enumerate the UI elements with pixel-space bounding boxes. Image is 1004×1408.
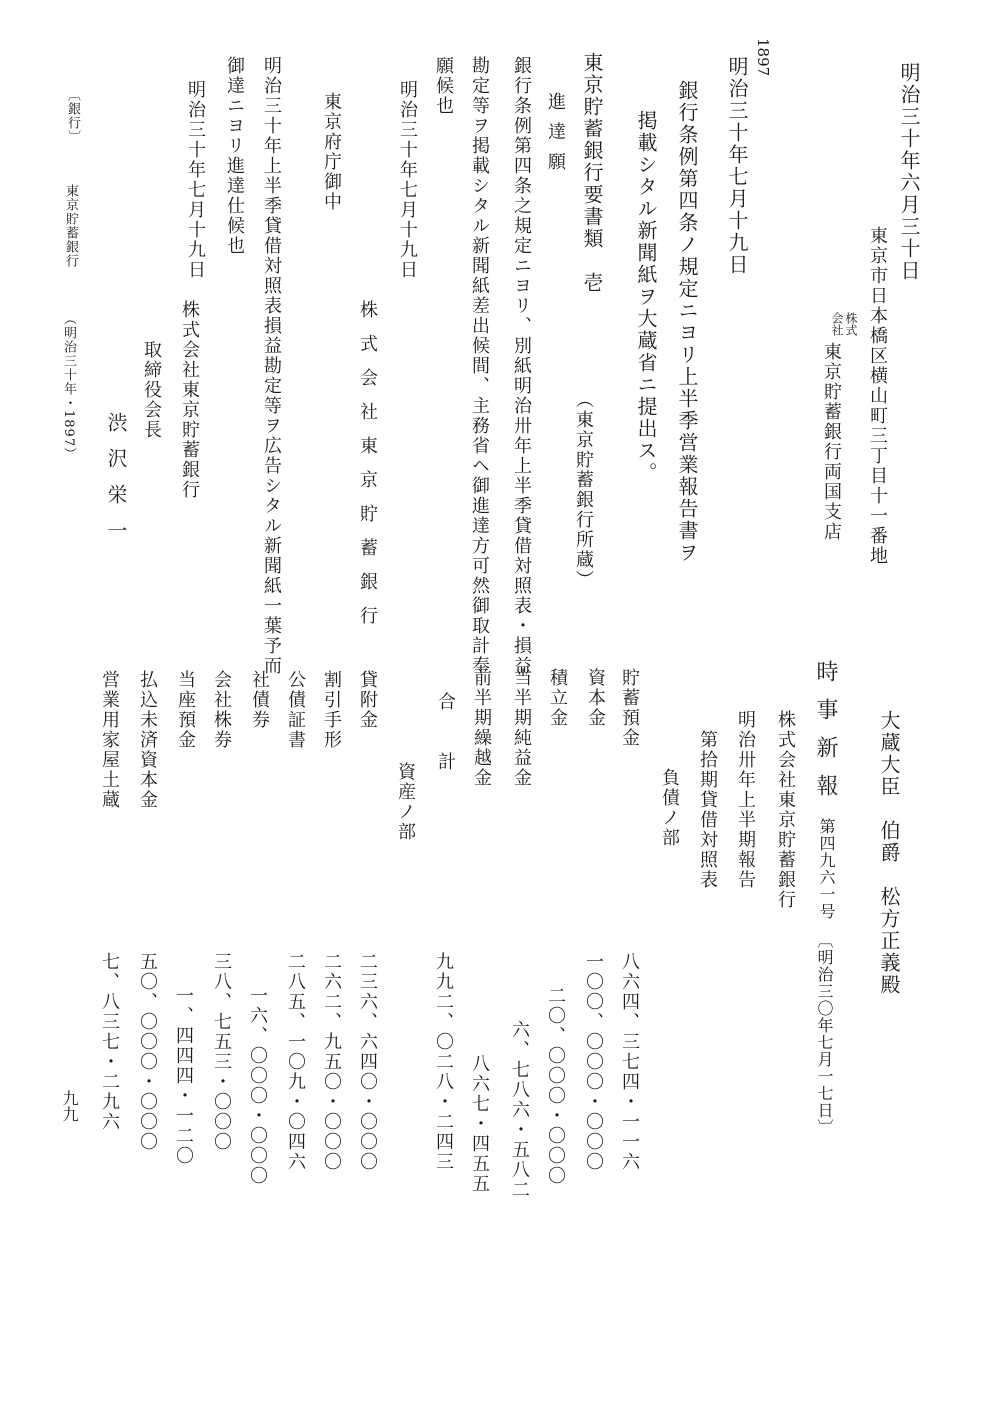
liabilities-heading: 負債ノ部 xyxy=(659,768,680,848)
newspaper-name: 時事新報 xyxy=(813,660,838,812)
liability-value: 六、七八六・五八二 xyxy=(509,1020,530,1200)
petition-recipient: 東京府庁御中 xyxy=(321,92,342,212)
footer-date: （明治三十年・1897） xyxy=(61,312,76,462)
liability-label: 当半期純益金 xyxy=(511,668,532,788)
page-number: 九九 xyxy=(60,1090,79,1122)
entry-date: 明治三十年七月十九日 xyxy=(725,56,749,276)
report-line-1: 明治三十年上半季貸借対照表損益勘定等ヲ広告シタル新聞紙一葉予而 xyxy=(261,56,282,676)
asset-value: 二六二、九五〇・〇〇〇 xyxy=(321,952,342,1172)
liability-value: 八六四、三七四・一一六 xyxy=(619,952,640,1172)
footer-bank: 東京貯蓄銀行 xyxy=(63,184,78,268)
asset-label: 当座預金 xyxy=(175,670,196,750)
asset-value: 一、四四四・一二〇 xyxy=(173,986,194,1166)
report-period: 明治卅年上半期報告 xyxy=(735,710,756,890)
year-note: 1897 xyxy=(754,38,772,77)
issue-date: 〔明治三〇年七月一七日〕 xyxy=(815,932,834,1136)
asset-label: 営業用家屋土蔵 xyxy=(99,670,120,810)
asset-label: 社債券 xyxy=(249,670,270,730)
entry-line-2: 掲載シタル新聞紙ヲ大蔵省ニ提出ス。 xyxy=(634,110,658,484)
petition-sender: 株式会社東京貯蓄銀行 xyxy=(357,300,378,640)
collection-source: （東京貯蓄銀行所蔵） xyxy=(573,390,594,590)
liability-total-value: 九九二、〇二八・二四三 xyxy=(433,952,454,1172)
asset-label: 会社株券 xyxy=(211,670,232,750)
company-name: 株式会社東京貯蓄銀行 xyxy=(775,710,796,910)
liability-label: 前半期繰越金 xyxy=(471,668,492,788)
petition-line-3: 願候也 xyxy=(433,56,454,116)
assets-heading: 資産ノ部 xyxy=(395,762,416,842)
report-title: 取締役会長 xyxy=(141,340,162,440)
addressee: 大蔵大臣 伯爵 松方正義殿 xyxy=(877,710,901,996)
report-sender: 株式会社東京貯蓄銀行 xyxy=(179,300,200,500)
company-prefix-bottom: 会社 xyxy=(830,312,844,336)
collection-title: 東京貯蓄銀行要書類 壱 xyxy=(580,52,604,294)
date-line: 明治三十年六月三十日 xyxy=(897,62,921,282)
asset-label: 割引手形 xyxy=(321,670,342,750)
entry-line-1: 銀行条例第四条ノ規定ニヨリ上半季営業報告書ヲ xyxy=(675,80,699,564)
liability-label: 貯蓄預金 xyxy=(619,668,640,748)
asset-value: 七、八三七・二九六 xyxy=(99,952,120,1132)
asset-value: 一六、〇〇〇・〇〇〇 xyxy=(247,986,268,1186)
petition-heading: 進達願 xyxy=(545,92,566,182)
footer-category: 〔銀行〕 xyxy=(65,88,80,144)
petition-date: 明治三十年七月十九日 xyxy=(397,80,418,280)
petition-line-2: 勘定等ヲ掲載シタル新聞紙差出候間、主務省ヘ御進達方可然御取計奉 xyxy=(469,56,490,676)
company-branch: 東京貯蓄銀行両国支店 xyxy=(821,342,842,542)
company-prefix-top: 株式 xyxy=(844,312,858,336)
asset-value: 二三六、六四〇・〇〇〇 xyxy=(357,952,378,1172)
asset-label: 払込未済資本金 xyxy=(137,670,158,810)
liability-label: 資本金 xyxy=(585,668,606,728)
liability-value: 二〇、〇〇〇・〇〇〇 xyxy=(545,986,566,1186)
petition-line-1: 銀行条例第四条之規定ニヨリ、別紙明治卅年上半季貸借対照表・損益 xyxy=(511,56,532,676)
liability-label: 積立金 xyxy=(547,668,568,728)
report-line-2: 御達ニヨリ進達仕候也 xyxy=(224,56,245,256)
asset-label: 貸附金 xyxy=(357,670,378,730)
asset-value: 二八五、一〇九・〇四六 xyxy=(285,952,306,1172)
asset-label: 公債証書 xyxy=(285,670,306,750)
address: 東京市日本橋区横山町三丁目十一番地 xyxy=(867,226,888,566)
balance-sheet-title: 第拾期貸借対照表 xyxy=(697,730,718,890)
liability-value: 一〇〇、〇〇〇・〇〇〇 xyxy=(583,952,604,1172)
report-date: 明治三十年七月十九日 xyxy=(185,80,206,280)
report-name: 渋沢栄一 xyxy=(104,412,128,556)
asset-value: 三八、七五三・〇〇〇 xyxy=(211,952,232,1152)
liability-total-label: 合 計 xyxy=(435,692,456,782)
liability-value: 八六七・四五五 xyxy=(469,1054,490,1194)
issue-number: 第四九六一号 xyxy=(817,818,836,920)
asset-value: 五〇、〇〇〇・〇〇〇 xyxy=(137,952,158,1152)
